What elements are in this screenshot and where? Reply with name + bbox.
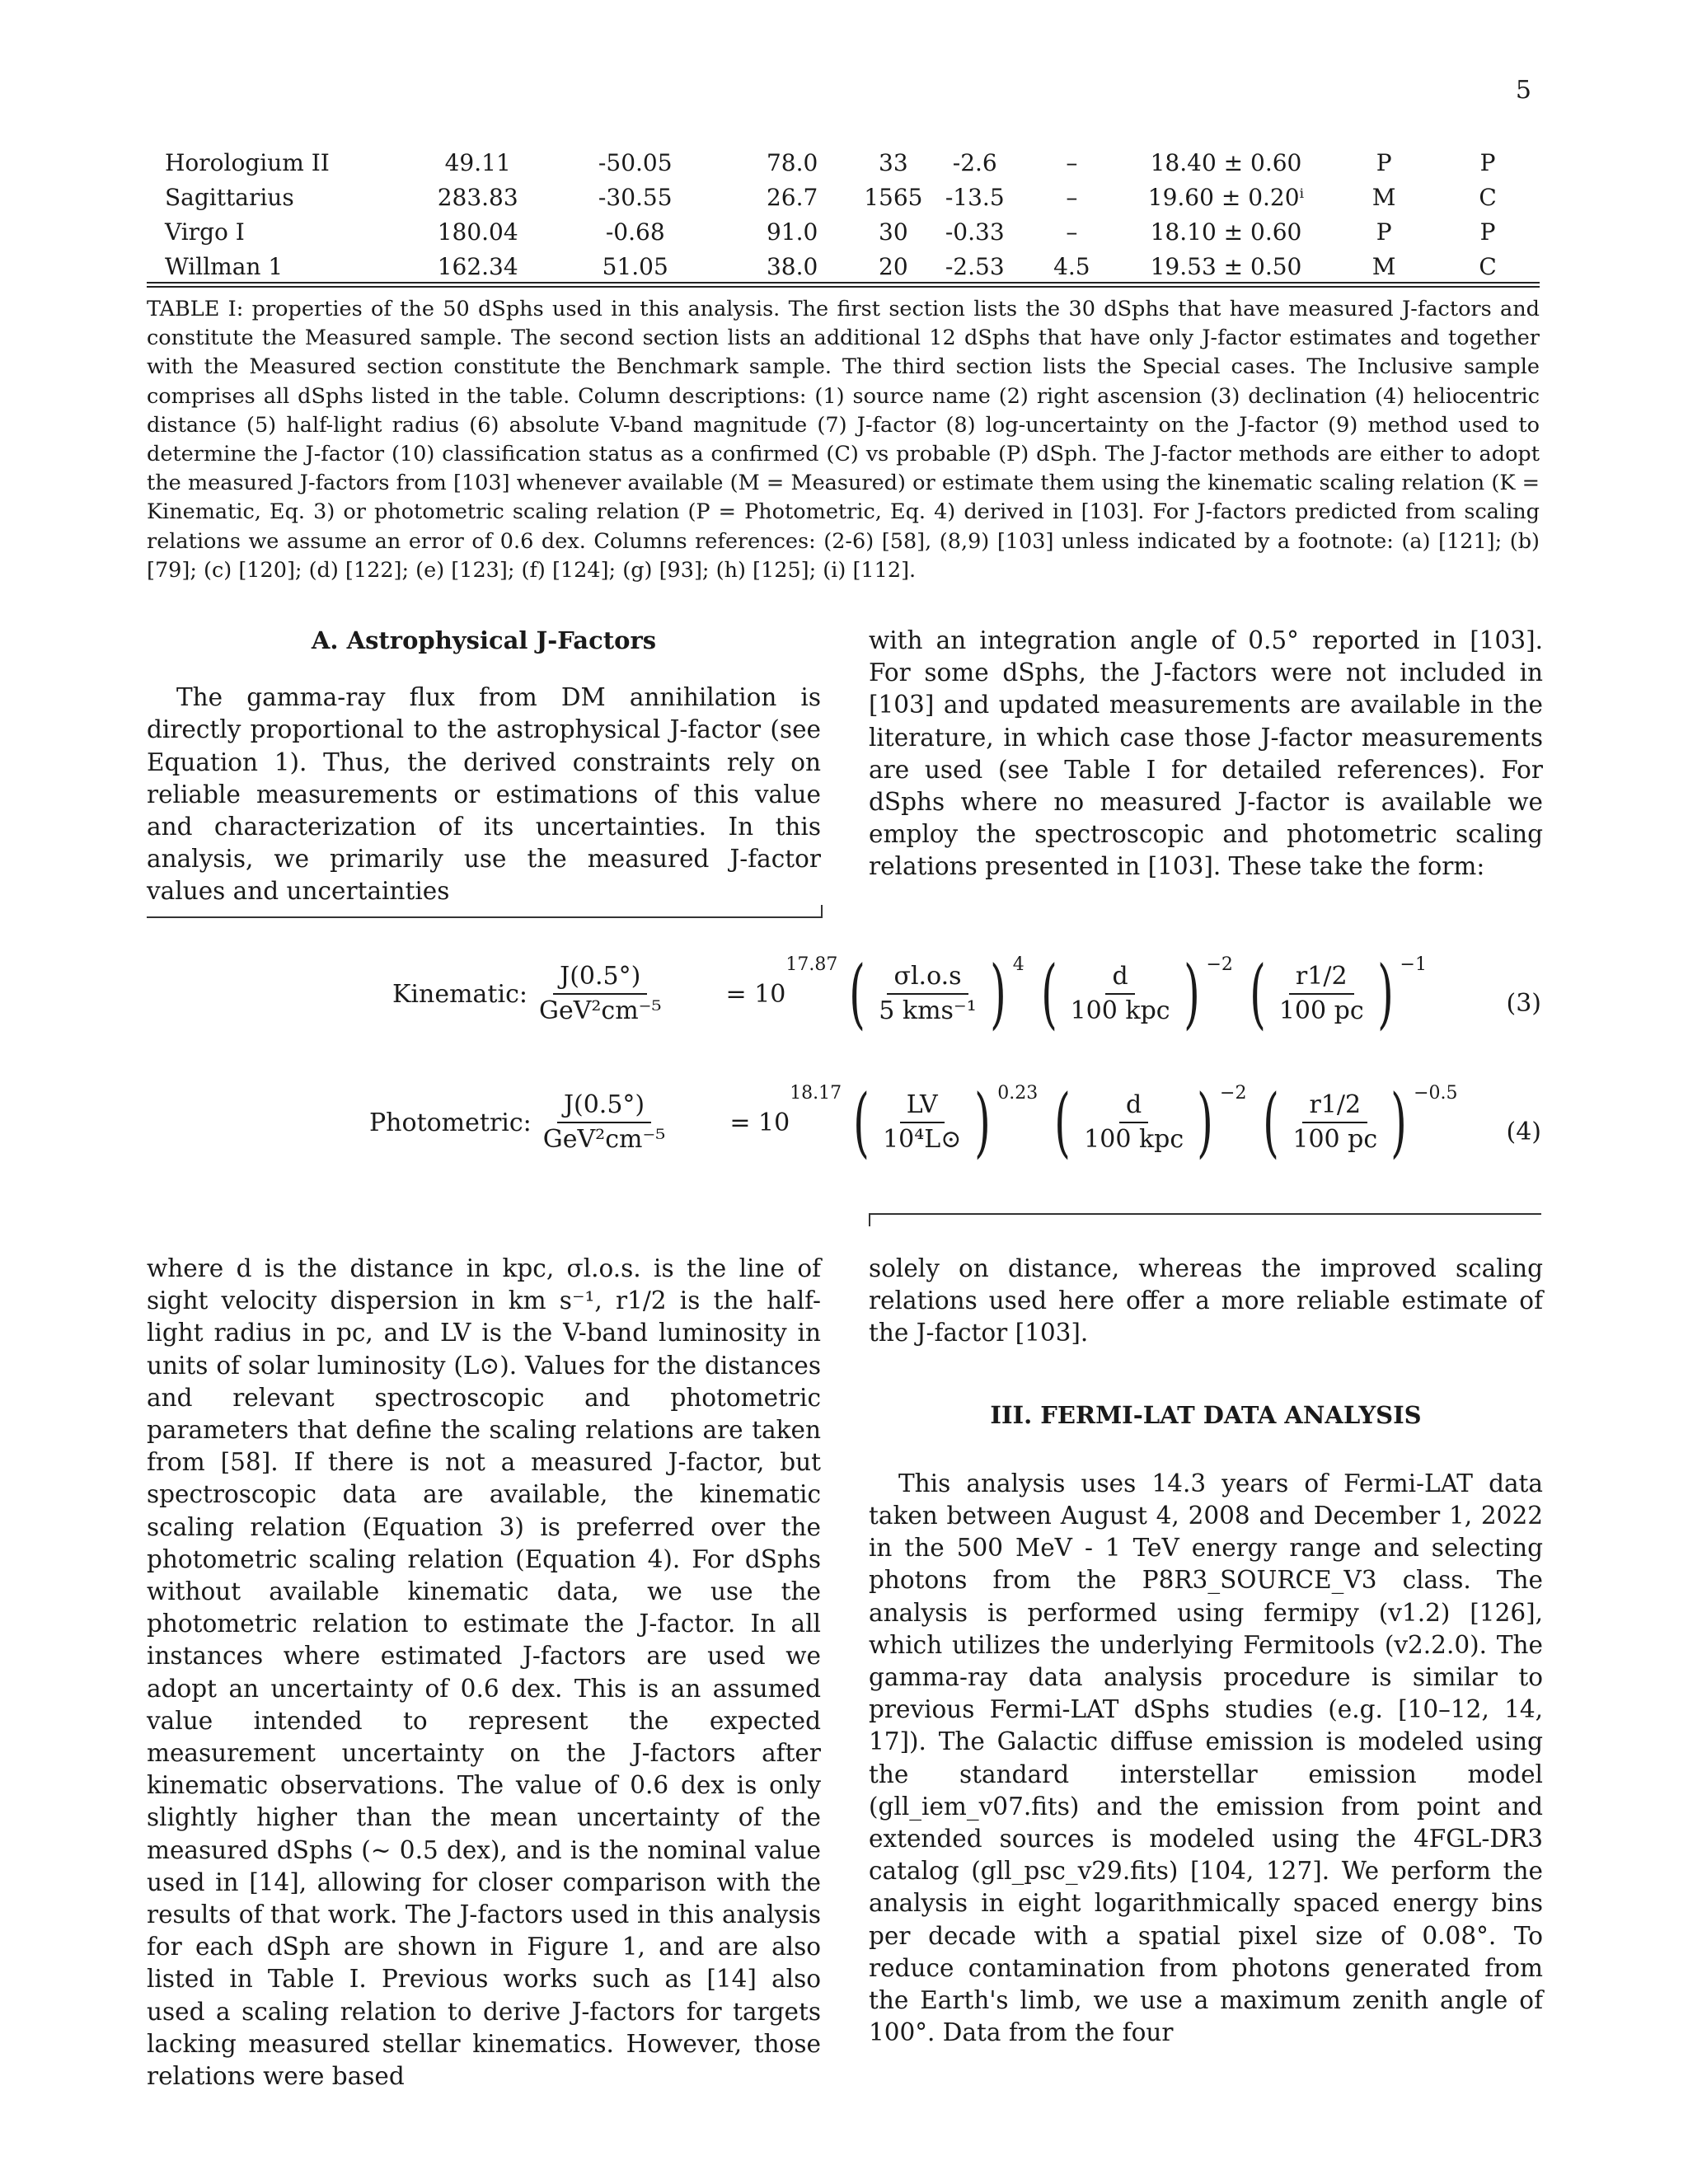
kinematic-prefactor-exponent: 17.87	[785, 954, 838, 975]
table-cell: 4.5	[1053, 252, 1090, 280]
section-heading-a: A. Astrophysical J-Factors	[311, 626, 657, 654]
radius-exponent: −1	[1400, 954, 1427, 975]
distance-numerator: d	[1105, 960, 1134, 995]
table-cell: -2.6	[952, 148, 997, 176]
table-cell: 162.34	[437, 252, 518, 280]
table-cell: M	[1372, 252, 1396, 280]
photometric-label: Photometric:	[369, 1108, 532, 1137]
column-rule-left-tick	[821, 905, 823, 918]
table-cell: 38.0	[766, 252, 818, 280]
radius-denominator: 100 pc	[1278, 996, 1364, 1025]
table-cell: -13.5	[945, 183, 1005, 211]
properties-table	[147, 145, 1540, 284]
radius-numerator: r1/2	[1289, 960, 1354, 995]
table-cell: -0.33	[945, 218, 1005, 246]
table-row	[147, 249, 1540, 284]
table-row	[147, 214, 1540, 249]
photometric-prefactor-exponent: 18.17	[790, 1082, 842, 1104]
left-column-lower	[147, 1253, 821, 2093]
lhs-denominator-4: GeV²cm⁻⁵	[542, 1125, 666, 1154]
equation-photometric: Photometric: $\frac{J(0.5^\circ)}{\text{GeV²cm⁻⁵}}$ = 10 18.17 ( $\frac{LV}{\text{10⁴L⊙}}$ ) 0.23 ( $\frac{d}{\text{100 kpc}}$ ) −2 ( $\frac{r1/2}{100 pc}$ ) −0.5	[369, 1078, 1458, 1166]
table-cell: 1565	[864, 183, 923, 211]
table-cell: P	[1376, 218, 1392, 246]
table-cell: –	[1066, 148, 1078, 176]
equation-kinematic: Kinematic: $\frac{J(0.5^\circ)}{\text{GeV²cm⁻⁵}}$ = 10 17.87 ( $\frac{\sigma l.o.s}{\text{5 kms⁻¹}}$ ) 4 ( $\frac{d}{\text{100 kpc}}$ ) −2 ( $\frac{r1/2}{100 pc}$ ) −1	[392, 949, 1427, 1038]
column-rule-left	[147, 916, 821, 918]
fermi-analysis-paragraph: This analysis uses 14.3 years of Fermi-LAT data taken between August 4, 2008 and December 1, 2022 in the 500 MeV - 1 TeV energy range and selecting photons from the P8R3_SOURCE_V3 class. The analysis is performed using fermipy (v1.2) [126], which utilizes the underlying Fermitools (v2.2.0). The gamma-ray data analysis procedure is similar to previous Fermi-LAT dSphs studies (e.g. [10–12, 14, 17]). The Galactic diffuse emission is modeled using the standard interstellar emission model (gll_iem_v07.fits) and the emission from point and extended sources is modeled using the 4FGL-DR3 catalog (gll_psc_v29.fits) [104, 127]. We perform the analysis in eight logarithmically spaced energy bins per decade with a spatial pixel size of 0.08°. To reduce contamination from photons generated from the Earth's limb, we use a maximum zenith angle of 100°. Data from the four	[869, 1469, 1543, 2047]
table-cell: 91.0	[766, 218, 818, 246]
table-caption: TABLE I: properties of the 50 dSphs used in this analysis. The first section lists the 30 dSphs that have measured J-factors and constitute the Measured sample. The second section lists an additional 12 dSphs that have only J-factor estimates and together with the Measured section constitute the Benchmark sample. The third section lists the Special cases. The Inclusive sample comprises all dSphs listed in the table. Column descriptions: (1) source name (2) right ascension (3) declination (4) heliocentric distance (5) half-light radius (6) absolute V-band magnitude (7) J-factor (8) log-uncertainty on the J-factor (9) method used to determine the J-factor (10) classification status as a confirmed (C) vs probable (P) dSph. The J-factor methods are either to adopt the measured J-factors from [103] whenever available (M = Measured) or estimate them using the kinematic scaling relation (K = Kinematic, Eq. 3) or photometric scaling relation (P = Photometric, Eq. 4) derived in [103]. For J-factors predicted from scaling relations we assume an error of 0.6 dex. Columns references: (2-6) [58], (8,9) [103] unless indicated by a footnote: (a) [121]; (b) [79]; (c) [120]; (d) [122]; (e) [123]; (f) [124]; (g) [93]; (h) [125]; (i) [112].	[147, 297, 1540, 583]
lhs-numerator: J(0.5°)	[553, 960, 647, 995]
column-rule-right	[869, 1213, 1541, 1215]
sigma-denominator: 5 kms⁻¹	[879, 996, 977, 1025]
column-rule-right-tick	[869, 1213, 870, 1226]
radius-numerator-4: r1/2	[1302, 1089, 1367, 1123]
scaling-relations-paragraph: where d is the distance in kpc, σl.o.s. is the line of sight velocity dispersion in km s⁻¹, r1/2 is the half-light radius in pc, and LV is the V-band luminosity in units of solar luminosity (L⊙). Values for the distances and relevant spectroscopic and photometric parameters that define the scaling relations are taken from [58]. If there is not a measured J-factor, but spectroscopic data are available, the kinematic scaling relation (Equation 3) is preferred over the photometric scaling relation (Equation 4). For dSphs without available kinematic data, we use the photometric relation to estimate the J-factor. In all instances where estimated J-factors are used we adopt an uncertainty of 0.6 dex. This is an assumed value intended to represent the expected measurement uncertainty on the J-factors after kinematic observations. The value of 0.6 dex is only slightly higher than the mean uncertainty of the measured dSphs (∼ 0.5 dex), and is the nominal value used in [14], allowing for closer comparison with the results of that work. The J-factors used in this analysis for each dSph are shown in Figure 1, and are also listed in Table I. Previous works such as [14] also used a scaling relation to derive J-factors for targets lacking measured stellar kinematics. However, those relations were based	[147, 1254, 821, 2091]
table-cell: 51.05	[602, 252, 668, 280]
table-cell: 20	[879, 252, 908, 280]
table-cell: -0.68	[605, 218, 665, 246]
table-cell: 18.40 ± 0.60	[1150, 148, 1302, 176]
distance-denominator: 100 kpc	[1070, 996, 1170, 1025]
lhs-denominator: GeV²cm⁻⁵	[538, 996, 662, 1025]
table-cell: -30.55	[598, 183, 673, 211]
distance-denominator-4: 100 kpc	[1084, 1125, 1184, 1154]
photometric-prefactor: = 10	[729, 1108, 790, 1137]
lhs-numerator-4: J(0.5°)	[557, 1089, 651, 1123]
table-cell: 49.11	[444, 148, 511, 176]
table-cell-name: Willman 1	[165, 252, 284, 280]
section-a-paragraph-continued: with an integration angle of 0.5° reported in [103]. For some dSphs, the J-factors were not included in [103] and updated measurements are available in the literature, in which case those J-factor measurements are used (see Table I for detailed references). For dSphs where no measured J-factor is available we employ the spectroscopic and photometric scaling relations presented in [103]. These take the form:	[869, 626, 1543, 881]
table-cell: 19.53 ± 0.50	[1150, 252, 1302, 280]
table-bottom-rule-1	[147, 282, 1540, 284]
kinematic-label: Kinematic:	[392, 979, 528, 1009]
scaling-continued-paragraph: solely on distance, whereas the improved scaling relations used here offer a more reliable estimate of the J-factor [103].	[869, 1254, 1543, 1347]
table-cell: -2.53	[945, 252, 1005, 280]
table-cell: -50.05	[598, 148, 673, 176]
table-row	[147, 145, 1540, 180]
table-cell: C	[1479, 183, 1497, 211]
table-cell: 19.60 ± 0.20ⁱ	[1147, 183, 1305, 211]
sigma-numerator: σl.o.s	[887, 960, 968, 995]
sigma-exponent: 4	[1012, 954, 1025, 975]
table-cell: M	[1372, 183, 1396, 211]
table-cell: P	[1376, 148, 1392, 176]
radius-denominator-4: 100 pc	[1292, 1125, 1378, 1154]
section-heading-iii: III. FERMI-LAT DATA ANALYSIS	[990, 1400, 1422, 1429]
table-cell-name: Sagittarius	[165, 183, 294, 211]
left-column-upper	[147, 625, 821, 908]
page-number: 5	[1515, 76, 1531, 105]
luminosity-denominator: 10⁴L⊙	[883, 1125, 962, 1154]
table-cell: 33	[879, 148, 908, 176]
table-cell-name: Virgo I	[165, 218, 245, 246]
table-cell: 283.83	[437, 183, 518, 211]
distance-numerator-4: d	[1119, 1089, 1148, 1123]
table-cell: –	[1066, 218, 1078, 246]
table-cell: C	[1479, 252, 1497, 280]
table-cell: P	[1479, 148, 1496, 176]
table-cell: P	[1479, 218, 1496, 246]
luminosity-numerator: LV	[900, 1089, 945, 1123]
luminosity-exponent: 0.23	[997, 1082, 1039, 1104]
distance-exponent: −2	[1206, 954, 1233, 975]
right-column-lower	[869, 1253, 1543, 2049]
table-cell-name: Horologium II	[165, 148, 330, 176]
table-cell: 26.7	[766, 183, 818, 211]
kinematic-prefactor: = 10	[725, 979, 786, 1009]
table-cell: 30	[879, 218, 908, 246]
table-bottom-rule-2	[147, 286, 1540, 288]
equation-number-3: (3)	[1506, 989, 1541, 1018]
radius-exponent-4: −0.5	[1414, 1082, 1458, 1104]
table-cell: 78.0	[766, 148, 818, 176]
equation-number-4: (4)	[1506, 1118, 1541, 1146]
section-a-paragraph: The gamma-ray flux from DM annihilation is directly proportional to the astrophysical J-factor (see Equation 1). Thus, the derived constraints rely on reliable measurements or estimations of this value and characterization of its uncertainties. In this analysis, we primarily use the measured J-factor values and uncertainties	[147, 683, 821, 906]
table-cell: 18.10 ± 0.60	[1150, 218, 1302, 246]
table-cell: 180.04	[437, 218, 518, 246]
table-cell: –	[1066, 183, 1078, 211]
distance-exponent-4: −2	[1220, 1082, 1247, 1104]
table-row	[147, 180, 1540, 214]
right-column-upper	[869, 625, 1543, 883]
